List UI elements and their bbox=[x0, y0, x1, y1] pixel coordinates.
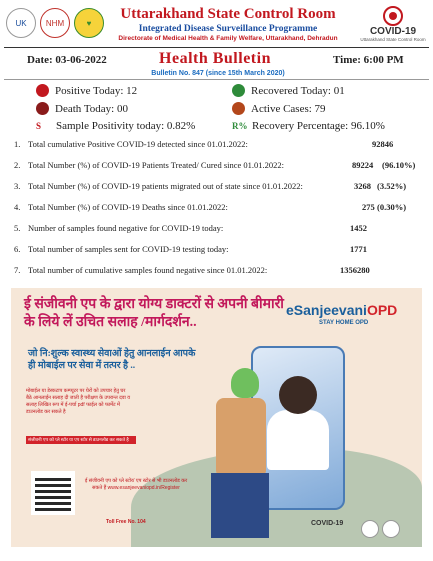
bulletin-time: Time: 6:00 PM bbox=[333, 54, 404, 66]
list-item-percent: (3.52%) bbox=[377, 181, 407, 191]
banner-footer-logos bbox=[361, 520, 400, 538]
header-divider bbox=[4, 47, 429, 48]
list-item-percent: (96.10%) bbox=[382, 160, 416, 170]
banner-covid-footer: COVID-19 bbox=[311, 520, 344, 527]
covid-badge bbox=[358, 4, 428, 46]
woman-skirt-illustration bbox=[211, 473, 269, 538]
brand-suffix: OPD bbox=[366, 302, 398, 318]
list-item-value: 89224 bbox=[352, 160, 374, 170]
stat-positivity-label: Sample Positivity today: 0.82% bbox=[56, 120, 196, 132]
list-item: 4. Total Number (%) of COVID-19 Deaths since 01.01.2022: bbox=[14, 202, 228, 212]
banner-toll-free: Toll Free No. 104 bbox=[106, 519, 146, 525]
banner-info: मोबाईल या डेस्कटाप कम्प्यूटर पर घेरों को उपचार हेतु घर बैठे आनलाईन सलाह दी जाती है परीक्षण के उपरान्त दवा व सलाह लिखित रूप में ई-पर्चा pdf फाईल को फार्मेट में डाउनलोड कर सकते है bbox=[26, 388, 130, 415]
list-item: 2. Total Number (%) of COVID-19 Patients Treated/ Cured since 01.01.2022: bbox=[14, 160, 285, 170]
stat-recovery-label: Recovery Percentage: 96.10% bbox=[252, 120, 385, 132]
doctor-body-illustration bbox=[267, 410, 329, 470]
list-item: 5. Number of samples found negative for COVID-19 today: bbox=[14, 223, 224, 233]
stat-recovered-label: Recovered Today: 01 bbox=[251, 84, 345, 97]
woman-illustration bbox=[216, 398, 266, 478]
list-item: 1. Total cumulative Positive COVID-19 detected since 01.01.2022: bbox=[14, 139, 248, 149]
covid-badge-sub: Uttarakhand State Control Room bbox=[360, 37, 426, 42]
header-title: Uttarakhand State Control Room bbox=[120, 6, 336, 22]
stat-active-cases bbox=[232, 102, 326, 115]
positivity-icon: S bbox=[36, 121, 42, 131]
brand-name: eSanjeevani bbox=[286, 302, 367, 318]
banner-info-highlight: संजीवनी एप को प्ले स्टोर या एप स्टोर से डाउनलोड कर सकते है bbox=[26, 436, 136, 444]
header bbox=[0, 0, 433, 52]
banner-title: ई संजीवनी एप के द्वारा योग्य डाक्टरों से अपनी बीमारी के लिये लें उचित सलाह /मार्गदर्शन.. bbox=[24, 297, 284, 330]
stat-death-today bbox=[36, 102, 128, 115]
header-directorate: Directorate of Medical Health & Family Welfare, Uttarakhand, Dehradun bbox=[118, 35, 338, 42]
footer-logo-icon bbox=[361, 520, 379, 538]
list-item-value: 1771 bbox=[350, 244, 367, 254]
nhm-logo-icon: NHM bbox=[40, 8, 70, 38]
banner-subtitle: जो नि:शुल्क स्वास्थ्य सेवाओं हेतु आनलाईन आपके ही मोबाईल पर सेवा में तत्पर है .. bbox=[28, 349, 196, 371]
woman-head-illustration bbox=[231, 368, 259, 398]
uttarakhand-govt-logo-icon: UK bbox=[6, 8, 36, 38]
covid-badge-title: COVID-19 bbox=[369, 26, 417, 37]
list-item: 3. Total Number (%) of COVID-19 patients migrated out of state since 01.01.2022: bbox=[14, 181, 303, 191]
health-dept-logo-icon: ♥ bbox=[74, 8, 104, 38]
header-logos bbox=[6, 8, 104, 38]
recovered-icon bbox=[232, 84, 245, 97]
list-item: 7. Total number of cumulative samples found negative since 01.01.2022: bbox=[14, 265, 268, 275]
header-subtitle: Integrated Disease Surveillance Programme bbox=[138, 24, 318, 34]
positive-case-icon bbox=[36, 84, 49, 97]
qr-code-icon bbox=[31, 471, 75, 515]
stat-death-label: Death Today: 00 bbox=[55, 102, 128, 115]
esanjeevani-banner bbox=[11, 288, 422, 547]
list-item-value: 275 bbox=[362, 202, 375, 212]
doctor-illustration bbox=[279, 376, 317, 414]
brand-subtitle: STAY HOME OPD bbox=[319, 320, 369, 326]
stat-recovered-today bbox=[232, 84, 345, 97]
bulletin-date: Date: 03-06-2022 bbox=[27, 54, 107, 66]
bulletin-title: Health Bulletin bbox=[159, 50, 271, 67]
list-item-value: 1356280 bbox=[340, 265, 370, 275]
list-item: 6. Total number of samples sent for COVID-19 testing today: bbox=[14, 244, 229, 254]
footer-logo-icon bbox=[382, 520, 400, 538]
stat-positive-label: Positive Today: 12 bbox=[55, 84, 138, 97]
stat-recovery-percentage bbox=[232, 120, 385, 132]
death-icon bbox=[36, 102, 49, 115]
list-item-percent: (0.30%) bbox=[377, 202, 407, 212]
esanjeevani-logo bbox=[286, 302, 397, 318]
virus-icon bbox=[383, 6, 403, 26]
list-item-value: 3268 bbox=[354, 181, 371, 191]
stat-positive-today bbox=[36, 84, 137, 97]
list-item-value: 92846 bbox=[372, 139, 394, 149]
active-case-icon bbox=[232, 102, 245, 115]
banner-download-info: ई संजीवनी एप को प्ले स्टोर/ एप स्टोर से भी डाउनलोड कर सकते हैं www.esanjeevaniopd.in/Register bbox=[84, 478, 188, 491]
bulletin-divider bbox=[4, 79, 429, 80]
bulletin-number: Bulletin No. 847 (since 15th March 2020) bbox=[151, 70, 285, 77]
stat-sample-positivity bbox=[36, 120, 195, 132]
stat-active-label: Active Cases: 79 bbox=[251, 102, 326, 115]
recovery-percent-icon: R% bbox=[232, 121, 248, 131]
list-item-value: 1452 bbox=[350, 223, 367, 233]
